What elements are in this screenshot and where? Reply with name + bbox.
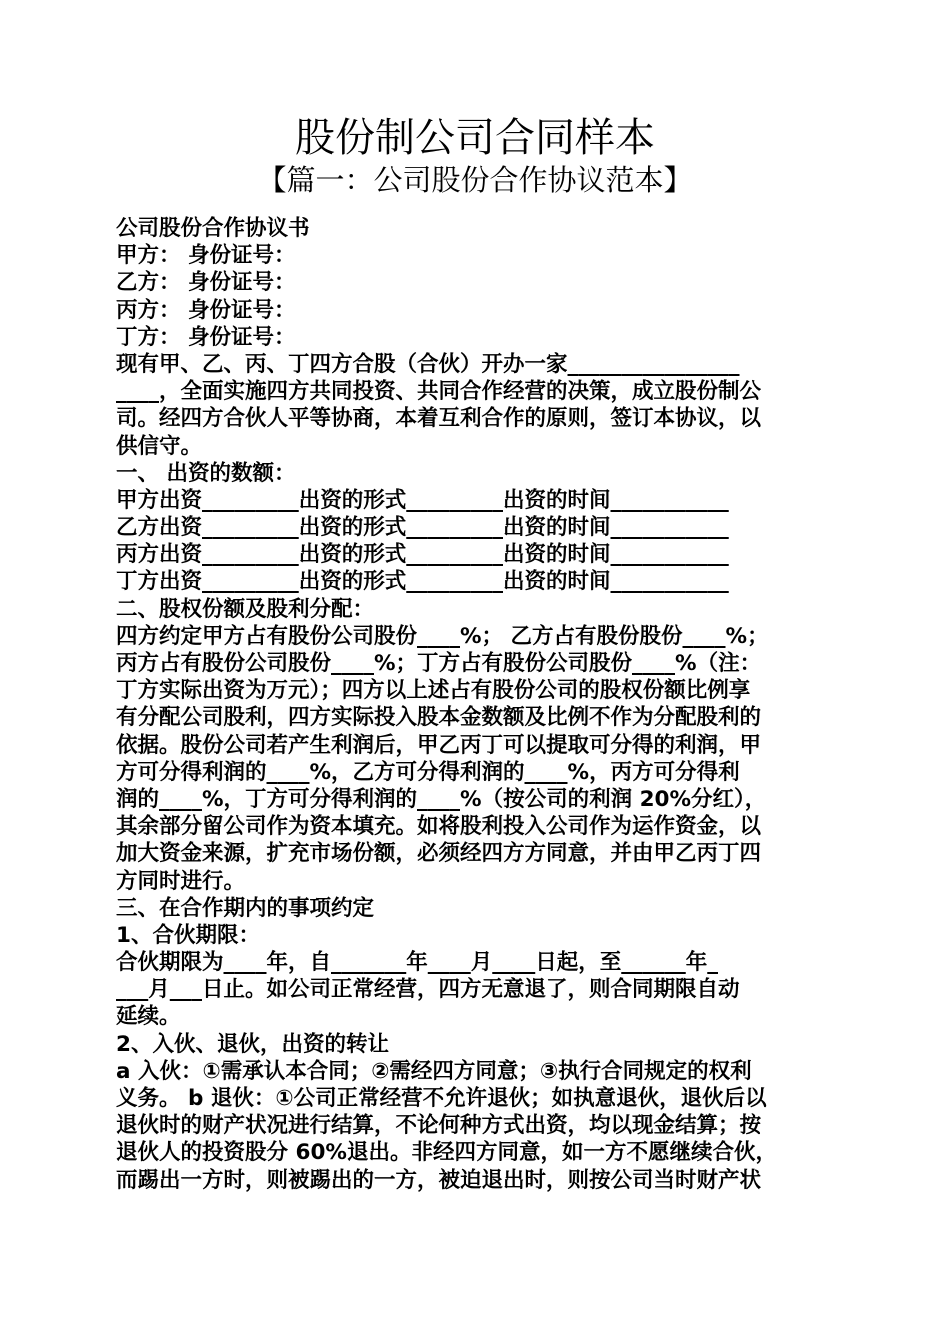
document-title: 股份制公司合同样本 bbox=[295, 115, 655, 161]
paragraph-line: 供信守。 bbox=[116, 433, 203, 459]
paragraph-line: ____，全面实施四方共同投资、共同合作经营的决策，成立股份制公 bbox=[116, 379, 762, 405]
party-b-line: 乙方： 身份证号： bbox=[116, 270, 296, 296]
paragraph-line: 有分配公司股利，四方实际投入股本金数额及比例不作为分配股利的 bbox=[116, 705, 762, 731]
contribution-line: 甲方出资_________出资的形式_________出资的时间___________ bbox=[116, 487, 729, 513]
paragraph-line: 司。经四方合伙人平等协商，本着互利合作的原则，签订本协议，以 bbox=[116, 406, 762, 432]
party-c-line: 丙方： 身份证号： bbox=[116, 297, 296, 323]
agreement-heading: 公司股份合作协议书 bbox=[116, 216, 310, 241]
subsection-heading: 1、合伙期限： bbox=[116, 922, 260, 948]
paragraph-line: 丁方实际出资为万元）；四方以上述占有股份公司的股权份额比例享 bbox=[116, 678, 751, 704]
contribution-line: 乙方出资_________出资的形式_________出资的时间___________ bbox=[116, 515, 729, 541]
paragraph-line: 合伙期限为____年，自_______年____月____日起，至______年_ bbox=[116, 950, 719, 976]
document-subtitle: 【篇一：公司股份合作协议范本】 bbox=[257, 163, 693, 197]
subsection-heading: 2、入伙、退伙，出资的转让 bbox=[116, 1031, 389, 1057]
paragraph-line: 方同时进行。 bbox=[116, 868, 246, 894]
paragraph-line: 延续。 bbox=[116, 1004, 181, 1030]
paragraph-line: 润的____%，丁方可分得利润的____%（按公司的利润 20%分红）， bbox=[116, 786, 767, 812]
paragraph-line: 现有甲、乙、丙、丁四方合股（合伙）开办一家________________ bbox=[116, 351, 740, 377]
paragraph-line: 依据。股份公司若产生利润后，甲乙丙丁可以提取可分得的利润，甲 bbox=[116, 732, 762, 758]
party-d-line: 丁方： 身份证号： bbox=[116, 324, 296, 350]
paragraph-line: 其余部分留公司作为资本填充。如将股利投入公司作为运作资金，以 bbox=[116, 814, 762, 840]
paragraph-line: a 入伙：①需承认本合同；②需经四方同意；③执行合同规定的权利 bbox=[116, 1058, 752, 1084]
section-heading: 二、股权份额及股利分配： bbox=[116, 596, 375, 622]
paragraph-line: 方可分得利润的____%，乙方可分得利润的____%，丙方可分得利 bbox=[116, 759, 740, 785]
paragraph-line: 退伙人的投资股分 60%退出。非经四方同意，如一方不愿继续合伙， bbox=[116, 1140, 777, 1166]
document-body bbox=[116, 215, 838, 1194]
paragraph-line: 丙方占有股份公司股份____%；丁方占有股份公司股份____%（注： bbox=[116, 651, 762, 676]
section-heading: 一、 出资的数额： bbox=[116, 460, 296, 486]
paragraph-line: 退伙时的财产状况进行结算，不论何种方式出资，均以现金结算；按 bbox=[116, 1113, 762, 1139]
paragraph-line: 而踢出一方时，则被踢出的一方，被迫退出时，则按公司当时财产状 bbox=[116, 1167, 762, 1193]
paragraph-line: ___月___日止。如公司正常经营，四方无意退了，则合同期限自动 bbox=[116, 977, 740, 1003]
contribution-line: 丁方出资_________出资的形式_________出资的时间___________ bbox=[116, 569, 729, 595]
contribution-line: 丙方出资_________出资的形式_________出资的时间___________ bbox=[116, 542, 729, 568]
paragraph-line: 义务。 b 退伙：①公司正常经营不允许退伙；如执意退伙，退伙后以 bbox=[116, 1086, 767, 1111]
paragraph-line: 四方约定甲方占有股份公司股份____%； 乙方占有股份股份____%； bbox=[116, 623, 769, 649]
section-heading: 三、在合作期内的事项约定 bbox=[116, 895, 375, 921]
party-a-line: 甲方： 身份证号： bbox=[116, 243, 296, 269]
paragraph-line: 加大资金来源，扩充市场份额，必须经四方方同意，并由甲乙丙丁四 bbox=[116, 841, 762, 867]
